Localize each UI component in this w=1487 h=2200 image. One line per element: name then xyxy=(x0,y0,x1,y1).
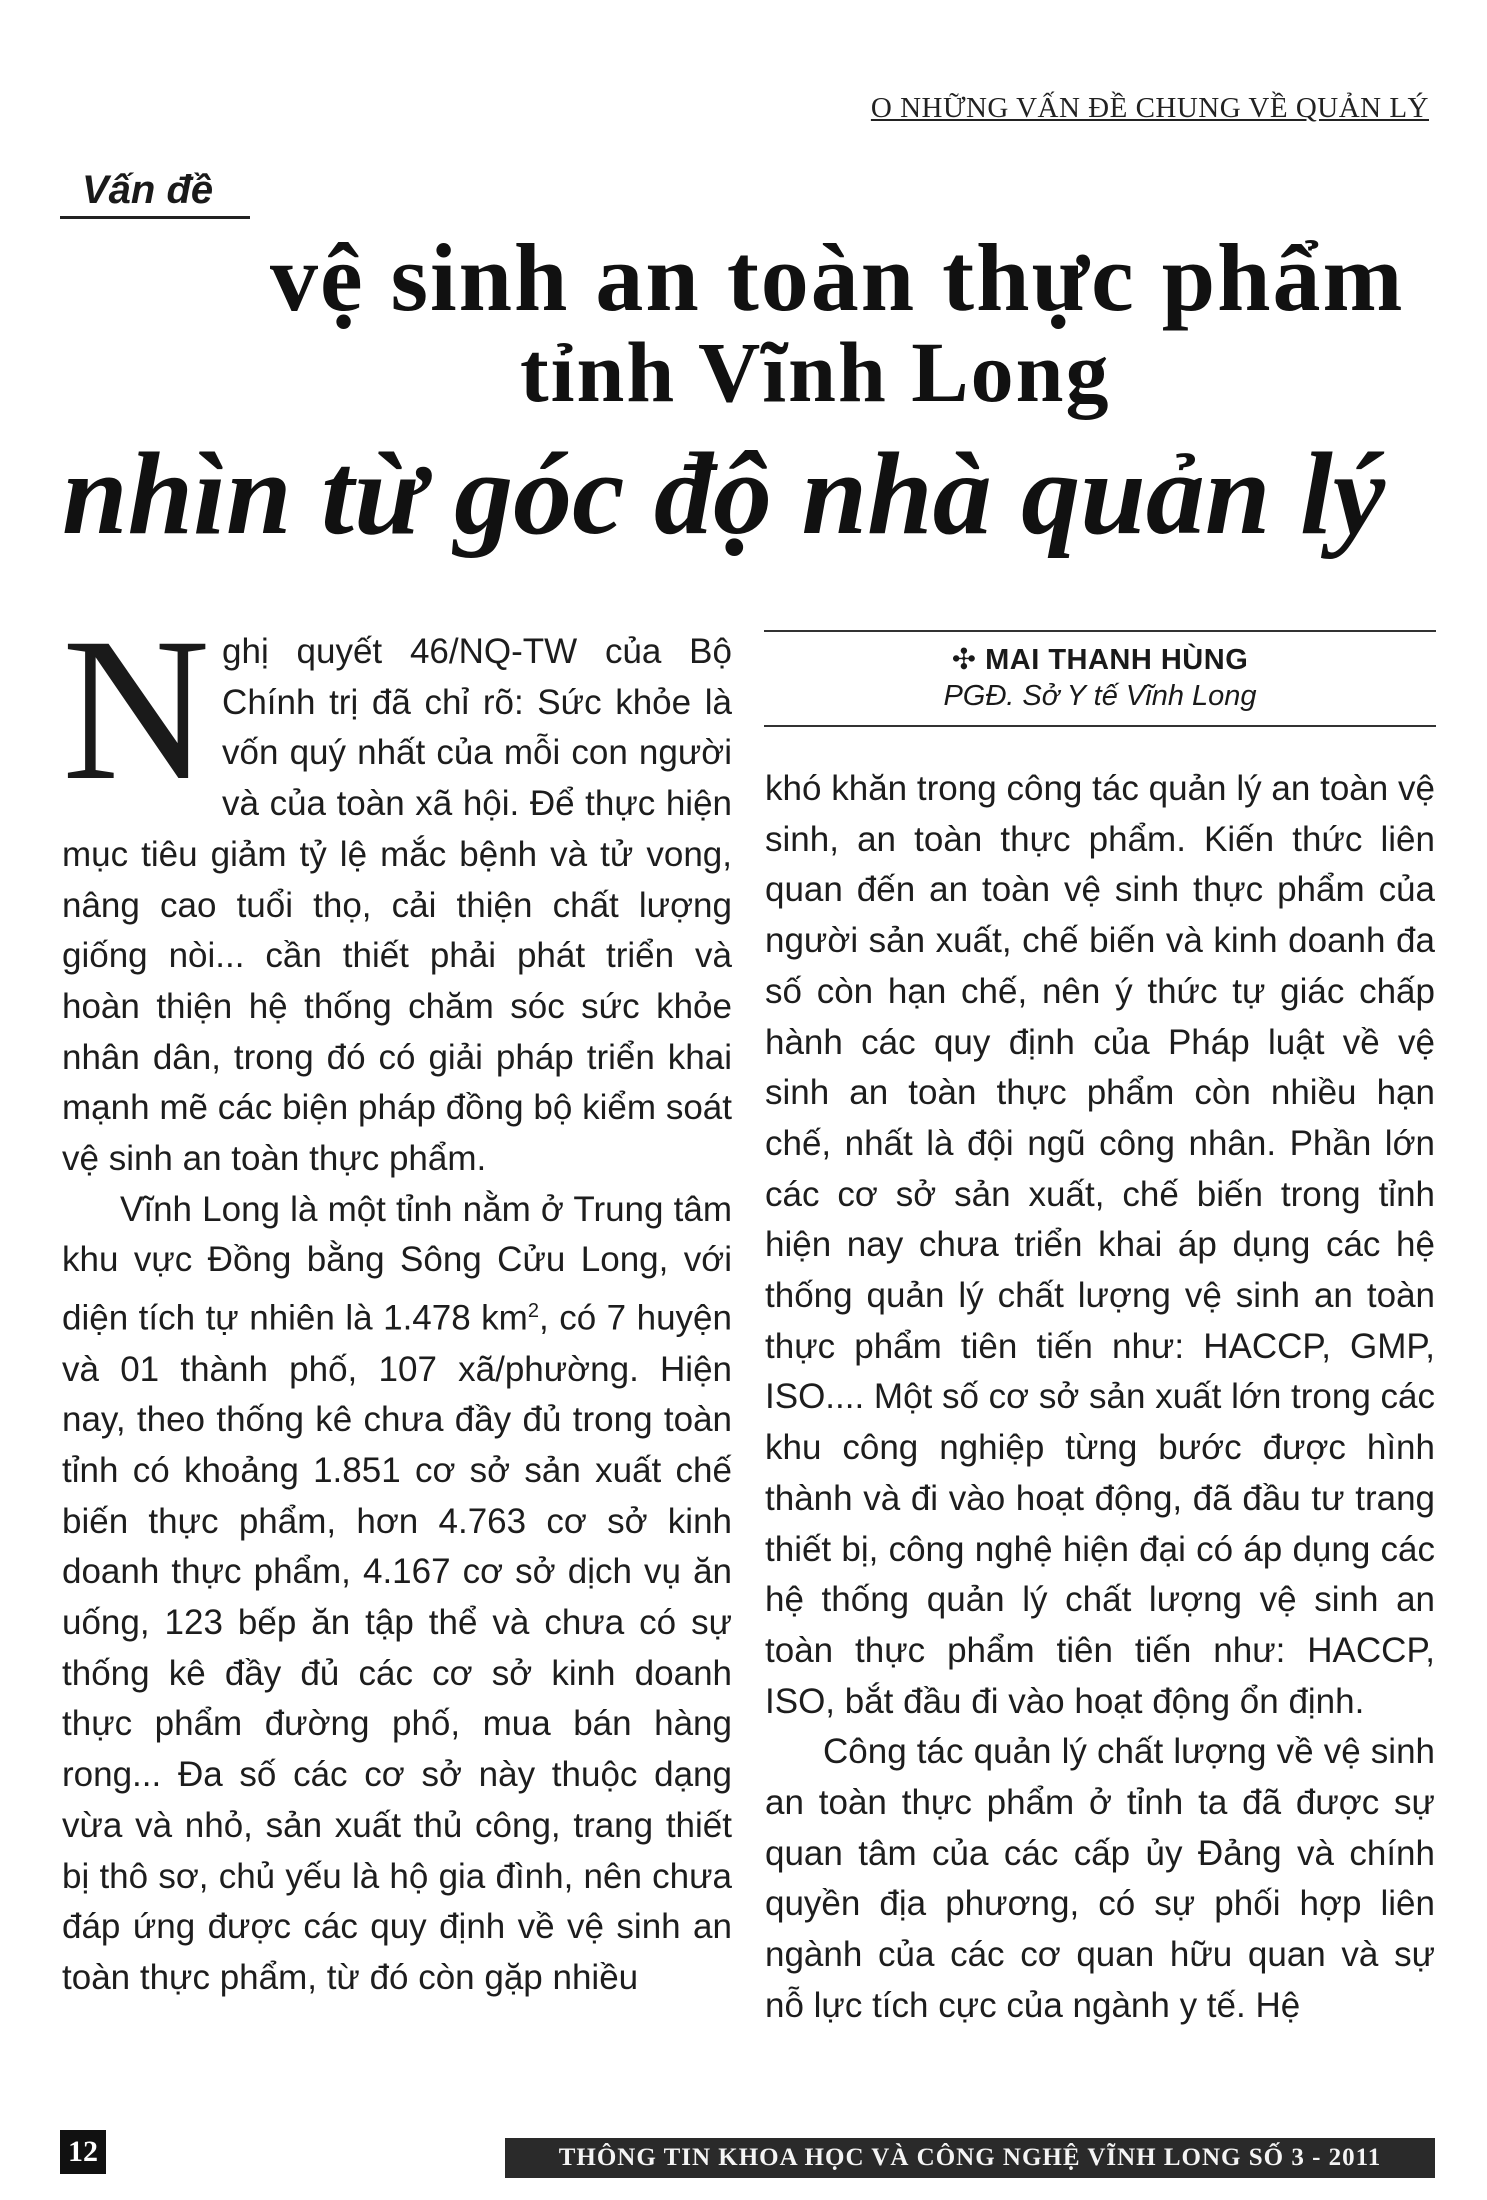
paragraph xyxy=(62,596,732,1185)
article-title-line-2: tỉnh Vĩnh Long xyxy=(520,324,1111,420)
paragraph-text: ghị quyết 46/NQ-TW của Bộ Chính trị đã chỉ rõ: Sức khỏe là vốn quý nhất của mỗi con người và của toàn xã hội. Để thực hiện mục tiêu giảm tỷ lệ mắc bệnh và tử vong, nâng cao tuổi thọ, cải thiện chất lượng giống nòi... cần thiết phải phát triển và hoàn thiện hệ thống chăm sóc sức khỏe nhân dân, trong đó có giải pháp triển khai mạnh mẽ các biện pháp đồng bộ kiểm soát vệ sinh an toàn thực phẩm. xyxy=(62,632,732,1179)
article-title-line-3: nhìn từ góc độ nhà quản lý xyxy=(62,428,1386,559)
article-column-left xyxy=(62,596,732,2004)
article-kicker: Vấn đề xyxy=(82,168,214,212)
page-number: 12 xyxy=(60,2130,106,2174)
section-header: O NHỮNG VẤN ĐỀ CHUNG VỀ QUẢN LÝ xyxy=(870,92,1429,124)
author-box xyxy=(764,630,1436,727)
article-column-right xyxy=(765,764,1435,2032)
article-title-line-1: vệ sinh an toàn thực phẩm xyxy=(270,224,1405,331)
drop-cap: N xyxy=(62,596,211,823)
author-rule-top xyxy=(764,630,1436,632)
paragraph: Công tác quản lý chất lượng về vệ sinh an toàn thực phẩm ở tỉnh ta đã được sự quan tâm của các cấp ủy Đảng và chính quyền địa phương, có sự phối hợp liên ngành của các cơ quan hữu quan và sự nỗ lực tích cực của ngành y tế. Hệ xyxy=(765,1732,1435,2025)
kicker-underline xyxy=(60,216,250,219)
paragraph-text: , có 7 huyện và 01 thành phố, 107 xã/phường. Hiện nay, theo thống kê chưa đầy đủ trong toàn tỉnh có khoảng 1.851 cơ sở sản xuất chế biến thực phẩm, hơn 4.763 cơ sở kinh doanh thực phẩm, 4.167 cơ sở dịch vụ ăn uống, 123 bếp ăn tập thể và chưa có sự thống kê đầy đủ các cơ sở kinh doanh thực phẩm đường phố, mua bán hàng rong... Đa số các cơ sở này thuộc dạng vừa và nhỏ, sản xuất thủ công, trang thiết bị thô sơ, chủ yếu là hộ gia đình, nên chưa đáp ứng được các quy định về vệ sinh an toàn thực phẩm, từ đó còn gặp nhiều xyxy=(62,1298,732,1997)
paragraph: khó khăn trong công tác quản lý an toàn vệ sinh, an toàn thực phẩm. Kiến thức liên quan đến an toàn vệ sinh thực phẩm của người sản xuất, chế biến và kinh doanh đa số còn hạn chế, nên ý thức tự giác chấp hành các quy định của Pháp luật về vệ sinh an toàn thực phẩm còn nhiều hạn chế, nhất là đội ngũ công nhân. Phần lớn các cơ sở sản xuất, chế biến trong tỉnh hiện nay chưa triển khai áp dụng các hệ thống quản lý chất lượng vệ sinh an toàn thực phẩm tiên tiến như: HACCP, GMP, ISO.... Một số cơ sở sản xuất lớn trong các khu công nghiệp từng bước được hình thành và đi vào hoạt động, đã đầu tư trang thiết bị, công nghệ hiện đại có áp dụng các hệ thống quản lý chất lượng vệ sinh an toàn thực phẩm tiên tiến như: HACCP, ISO, bắt đầu đi vào hoạt động ổn định. xyxy=(765,769,1435,1721)
author-name: ✣ MAI THANH HÙNG xyxy=(951,644,1249,676)
author-rule-bottom xyxy=(764,725,1436,727)
paragraph-text: Vĩnh Long là một tỉnh nằm ở Trung tâm khu vực Đồng bằng Sông Cửu Long, với diện tích tự nhiên là 1.478 km xyxy=(62,1189,732,1338)
footer-publication: THÔNG TIN KHOA HỌC VÀ CÔNG NGHỆ VĨNH LONG SỐ 3 - 2011 xyxy=(505,2138,1435,2178)
author-role: PGĐ. Sở Y tế Vĩnh Long xyxy=(943,680,1257,712)
paragraph xyxy=(62,1185,732,2004)
superscript: 2 xyxy=(527,1300,539,1323)
